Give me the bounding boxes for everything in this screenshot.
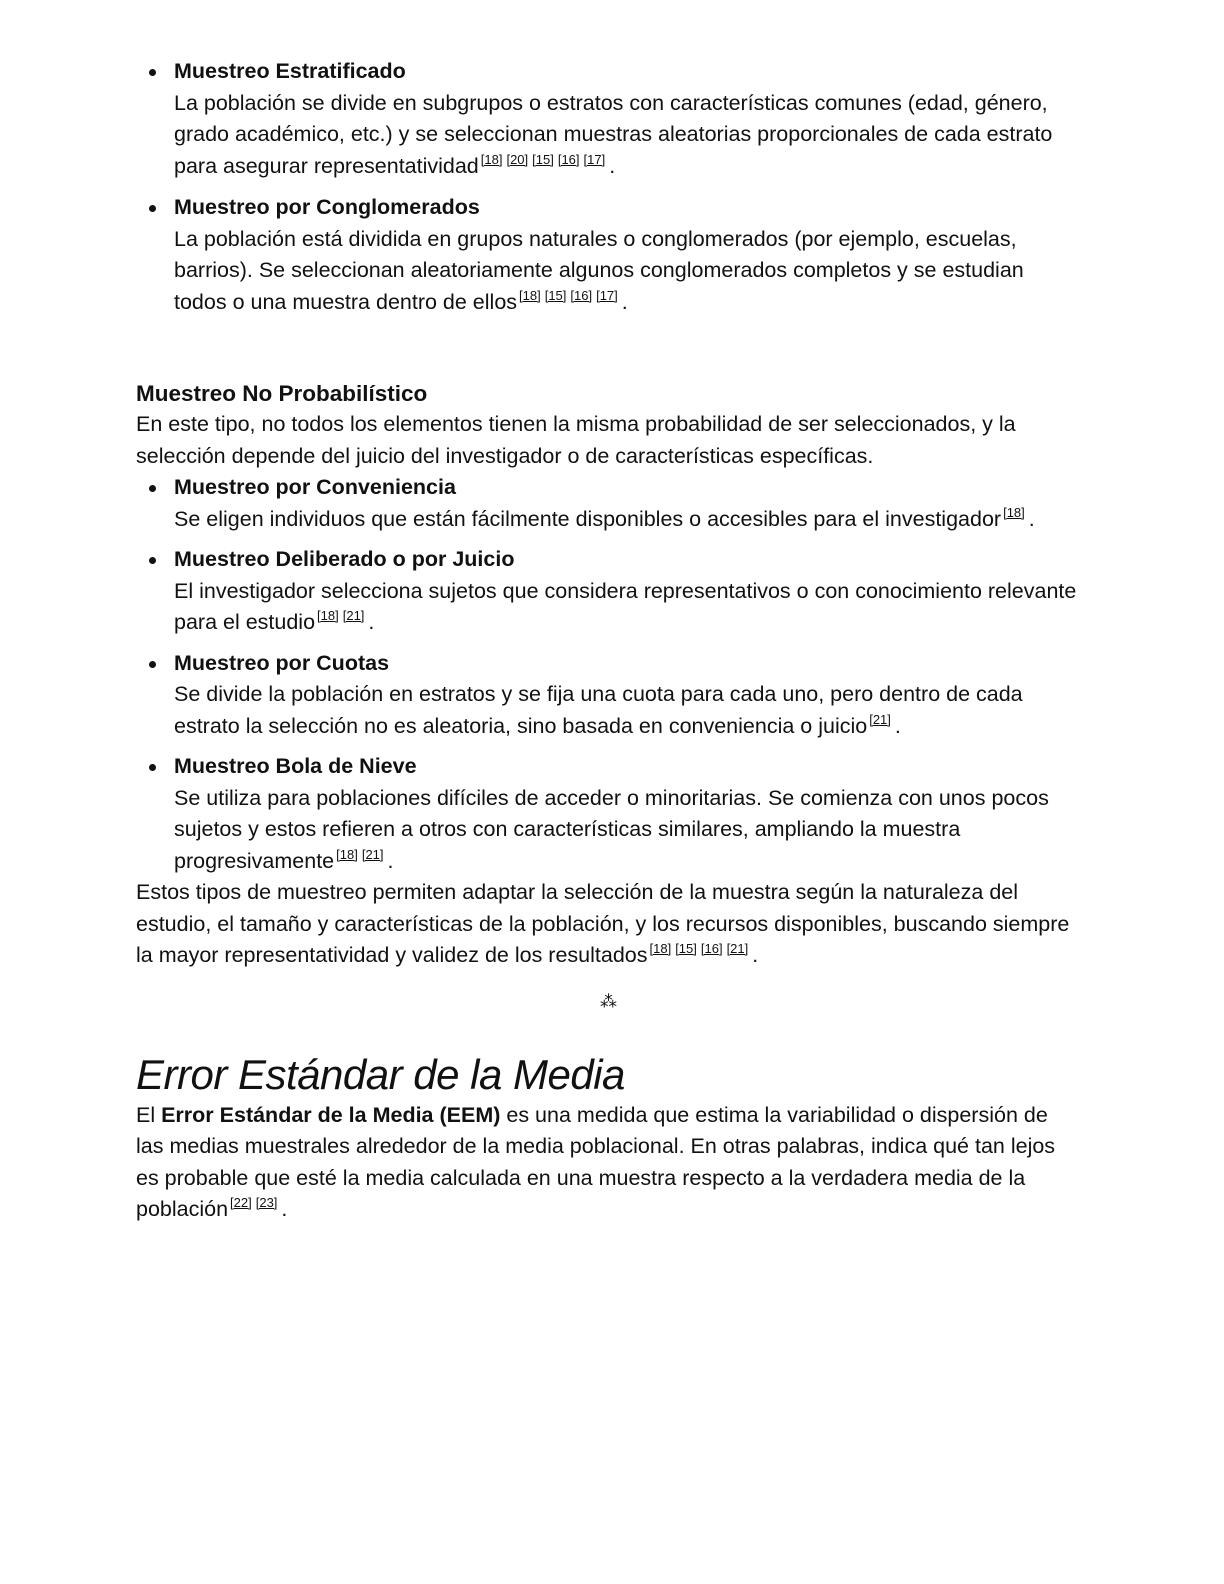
item-text [174, 88, 1081, 183]
eem-heading: Error Estándar de la Media [136, 1050, 625, 1098]
citation-link[interactable]: [23] [255, 1195, 278, 1210]
citation-group [230, 1195, 281, 1210]
citation-group [519, 288, 622, 303]
eem-lead: El [136, 1102, 162, 1127]
citation-link[interactable]: [18] [317, 608, 339, 623]
period: . [894, 713, 901, 738]
period: . [621, 289, 628, 314]
period: . [609, 153, 616, 178]
citation-link[interactable]: [18] [649, 941, 672, 956]
citation-link[interactable]: [16] [700, 941, 723, 956]
list-item [136, 56, 1081, 182]
citation-group [336, 847, 387, 862]
summary-paragraph [136, 877, 1081, 972]
list-item [136, 648, 1081, 743]
item-body: La población está dividida en grupos naturales o conglomerados (por ejemplo, escuelas, barrios). Se seleccionan aleatoriamente algunos conglomerados completos y se estudian todos o una muestra dentro de ellos [174, 226, 1024, 314]
period: . [1028, 506, 1035, 531]
citation-link[interactable]: [17] [583, 151, 606, 167]
document-page [136, 56, 1081, 1226]
period: . [368, 610, 375, 634]
item-body: Se utiliza para poblaciones difíciles de acceder o minoritarias. Se comienza con unos pocos sujetos y estos refieren a otros con características similares, ampliando la muestra progresivamente [174, 785, 1049, 873]
item-title: Muestreo por Cuotas [174, 650, 390, 675]
item-title: Muestreo Estratificado [174, 59, 406, 83]
eem-paragraph [136, 1100, 1081, 1226]
citation-link[interactable]: [16] [570, 287, 593, 303]
citation-link[interactable]: [15] [532, 151, 554, 167]
item-title: Muestreo Deliberado o por Juicio [174, 547, 515, 571]
citation-group [481, 152, 609, 167]
item-title: Muestreo Bola de Nieve [174, 754, 417, 778]
citation-link[interactable]: [18] [480, 151, 503, 167]
section-heading: Muestreo No Probabilístico [136, 381, 428, 406]
period: . [387, 848, 394, 873]
eem-text: es una medida que estima la variabilidad o dispersión de las medias muestrales alrededor de la media poblacional. En otras palabras, indica qué tan lejos es probable que esté la media calculada en una muestra respecto a la verdadera media de la población [136, 1102, 1056, 1221]
citation-group [1003, 505, 1029, 520]
citation-link[interactable]: [15] [544, 287, 567, 303]
citation-link[interactable]: [22] [230, 1195, 252, 1210]
citation-link[interactable]: [18] [336, 846, 358, 862]
probabilistic-list [136, 56, 1081, 318]
eem-bold-term: Error Estándar de la Media (EEM) [161, 1102, 501, 1127]
citation-link[interactable]: [18] [519, 287, 541, 303]
citation-link[interactable]: [15] [675, 941, 697, 956]
item-text [174, 783, 1081, 878]
list-item [136, 544, 1081, 639]
non-probabilistic-list [136, 472, 1081, 877]
item-body: El investigador selecciona sujetos que considera representativos o con conocimiento relevante para el estudio [174, 578, 1077, 634]
item-title: Muestreo por Conveniencia [174, 475, 456, 499]
citation-link[interactable]: [16] [557, 151, 580, 167]
asterism-divider: ⁂ [600, 991, 617, 1011]
item-text [174, 576, 1081, 639]
list-item [136, 751, 1081, 877]
item-text [174, 504, 1081, 536]
item-title: Muestreo por Conglomerados [174, 195, 480, 219]
citation-link[interactable]: [18] [1003, 504, 1025, 520]
list-item [136, 192, 1081, 318]
section-intro: En este tipo, no todos los elementos tienen la misma probabilidad de ser seleccionados, y la selección depende del juicio del investigador o de características específicas. [136, 412, 1016, 468]
item-text [174, 224, 1081, 319]
citation-link[interactable]: [17] [596, 287, 618, 303]
citation-link[interactable]: [21] [361, 846, 384, 862]
period: . [752, 943, 759, 967]
item-body: Se divide la población en estratos y se fija una cuota para cada uno, pero dentro de cada estrato la selección no es aleatoria, sino basada en conveniencia o juicio [174, 682, 1023, 738]
item-text [174, 679, 1081, 742]
list-item [136, 472, 1081, 535]
summary-text: Estos tipos de muestreo permiten adaptar la selección de la muestra según la naturaleza del estudio, el tamaño y características de la población, y los recursos disponibles, buscando siempre la mayor representatividad y validez de los resultados [136, 880, 1070, 967]
citation-link[interactable]: [21] [342, 608, 365, 623]
citation-group [869, 712, 895, 727]
citation-link[interactable]: [21] [869, 711, 891, 727]
item-body: Se eligen individuos que están fácilmente disponibles o accesibles para el investigador [174, 506, 1002, 531]
citation-group [317, 608, 368, 623]
citation-group [650, 941, 753, 956]
period: . [281, 1197, 288, 1221]
citation-link[interactable]: [21] [726, 941, 749, 956]
citation-link[interactable]: [20] [506, 151, 529, 167]
item-body: La población se divide en subgrupos o estratos con características comunes (edad, género, grado académico, etc.) y se seleccionan muestras aleatorias proporcionales de cada estrato para asegurar representatividad [174, 90, 1053, 178]
